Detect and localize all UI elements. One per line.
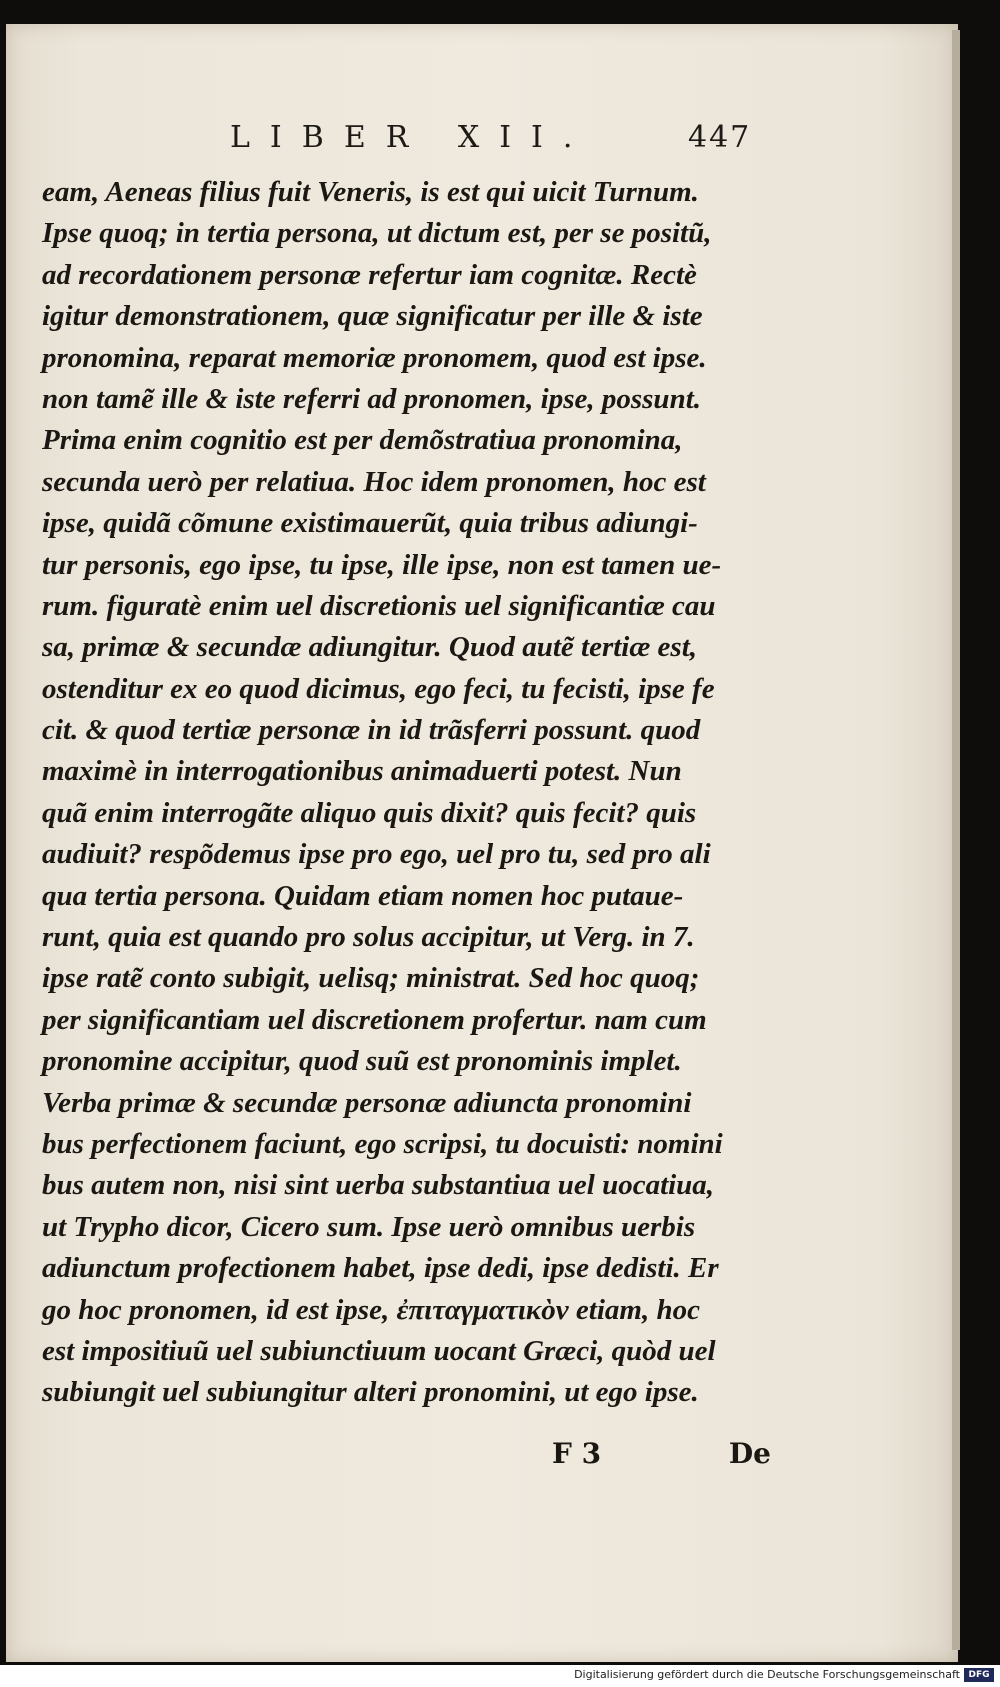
- signature-mark: F 3: [552, 1437, 602, 1470]
- text-line: secunda uerò per relatiua. Hoc idem pronomen, hoc est: [42, 465, 706, 498]
- text-line: maximè in interrogationibus animaduerti potest. Nun: [42, 755, 682, 788]
- text-line: Ipse quoq; in tertia persona, ut dictum est, per se positũ,: [42, 217, 712, 250]
- text-line: ipse ratẽ conto subigit, uelisq; ministrat. Sed hoc quoq;: [42, 962, 700, 995]
- page-number: 447: [688, 120, 752, 155]
- text-line: est impositiuũ uel subiunctiuum uocant Græci, quòd uel: [42, 1334, 716, 1367]
- funding-credit: Digitalisierung gefördert durch die Deutsche Forschungsgemeinschaft: [574, 1668, 960, 1681]
- text-line: rum. figuratè enim uel discretionis uel significantiæ cau: [42, 589, 716, 622]
- text-line: eam, Aeneas filius fuit Veneris, is est qui uicit Turnum.: [42, 176, 699, 208]
- text-line: adiunctum profectionem habet, ipse dedi, ipse dedisti. Er: [42, 1252, 719, 1285]
- text-line: runt, quia est quando pro solus accipitur, ut Verg. in 7.: [42, 921, 695, 954]
- book-page: [6, 24, 958, 1662]
- text-line: pronomina, reparat memoriæ pronomem, quod est ipse.: [42, 341, 707, 374]
- text-line: quã enim interrogãte aliquo quis dixit? quis fecit? quis: [42, 796, 697, 829]
- text-line: per significantiam uel discretionem profertur. nam cum: [42, 1003, 707, 1036]
- text-line: ad recordationem personæ refertur iam cognitæ. Rectè: [42, 258, 697, 291]
- credit-bar: [0, 1665, 1000, 1687]
- text-line: pronomine accipitur, quod suũ est pronominis implet.: [42, 1045, 682, 1078]
- running-head: LIBER XII.: [230, 120, 593, 155]
- text-line: Prima enim cognitio est per demõstratiua pronomina,: [42, 424, 683, 457]
- text-line: bus perfectionem faciunt, ego scripsi, tu docuisti: nomini: [42, 1127, 723, 1160]
- text-line: go hoc pronomen, id est ipse, ἐπιταγματικὸν etiam, hoc: [42, 1293, 700, 1326]
- text-line: ostenditur ex eo quod dicimus, ego feci, tu fecisti, ipse fe: [42, 672, 715, 705]
- text-line: subiungit uel subiungitur alteri pronomini, ut ego ipse.: [42, 1376, 699, 1409]
- text-line: non tamẽ ille & iste referri ad pronomen, ipse, possunt.: [42, 382, 701, 415]
- catchword: De: [728, 1437, 771, 1470]
- text-line: qua tertia persona. Quidam etiam nomen hoc putaue-: [42, 879, 684, 912]
- text-line: sa, primæ & secundæ adiungitur. Quod autẽ tertiæ est,: [42, 631, 698, 664]
- text-line: Verba primæ & secundæ personæ adiuncta pronomini: [42, 1086, 692, 1119]
- text-line: bus autem non, nisi sint uerba substantiua uel uocatiua,: [42, 1169, 715, 1202]
- text-line: audiuit? respõdemus ipse pro ego, uel pro tu, sed pro ali: [42, 838, 711, 871]
- page-foot: [552, 1437, 771, 1470]
- text-line: cit. & quod tertiæ personæ in id trãsferri possunt. quod: [42, 714, 701, 747]
- text-line: ut Trypho dicor, Cicero sum. Ipse uerò omnibus uerbis: [42, 1210, 696, 1243]
- text-line: ipse, quidã cõmune existimauerũt, quia tribus adiungi-: [42, 507, 698, 540]
- text-line: tur personis, ego ipse, tu ipse, ille ipse, non est tamen ue-: [42, 548, 722, 581]
- body-text: [42, 172, 762, 1414]
- page-edge: [952, 30, 960, 1650]
- text-line: igitur demonstrationem, quæ significatur per ille & iste: [42, 300, 703, 333]
- dfg-logo-icon: DFG: [964, 1668, 994, 1682]
